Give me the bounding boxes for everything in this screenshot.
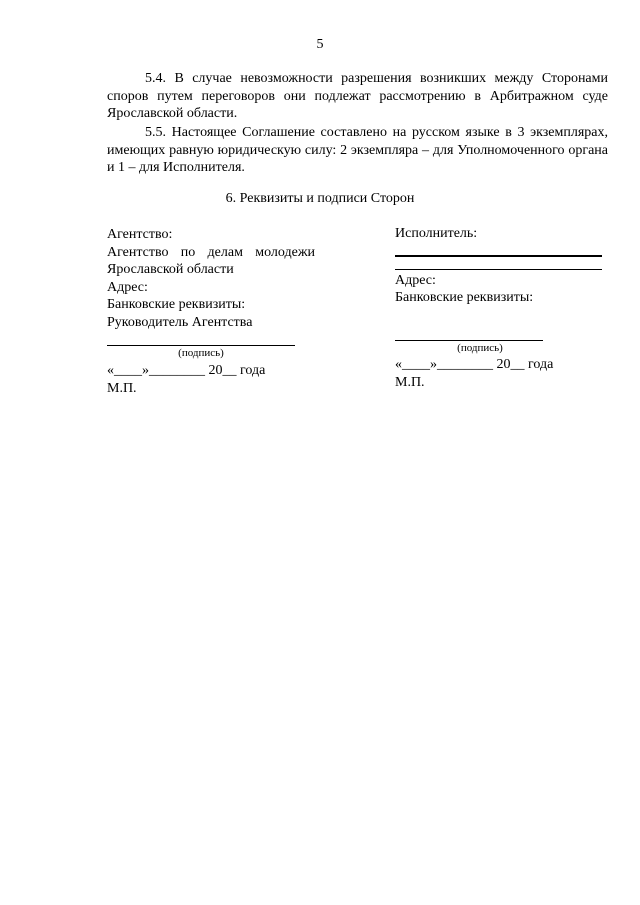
agency-name-word: делам [207,244,243,260]
agency-head-label: Руководитель Агентства [107,314,253,330]
executor-header: Исполнитель: [395,226,478,241]
paragraph-5-4: 5.4. В случае невозможности разрешения возникших между Сторонами споров путем переговоров они подлежат рассмотрению в Арбитражном суде Ярославской области. [107,71,608,121]
executor-signature-line [395,340,543,341]
agency-name-line1 [107,244,315,262]
agency-details [107,226,337,331]
agency-signature-caption: (подпись) [178,347,224,359]
agency-name-word: Агентство [107,244,169,260]
executor-signature-caption: (подпись) [457,342,503,354]
agency-signature-line [107,345,295,346]
agency-address-label: Адрес: [107,279,148,295]
agency-date-line: «____»________ 20__ года [107,363,266,378]
executor-address-label: Адрес: [395,273,436,288]
executor-stamp: М.П. [395,375,425,390]
agency-name-line2: Ярославской области [107,262,234,277]
executor-date-line: «____»________ 20__ года [395,357,554,372]
executor-name-line-2 [395,269,602,270]
agency-stamp: М.П. [107,381,137,396]
executor-bank-label: Банковские реквизиты: [395,290,534,305]
agency-name-word: по [180,244,196,260]
agency-bank-label: Банковские реквизиты: [107,297,246,312]
executor-name-line-1 [395,255,602,257]
section-title: 6. Реквизиты и подписи Сторон [225,191,415,206]
paragraph-5-5: 5.5. Настоящее Соглашение составлено на русском языке в 3 экземплярах, имеющих равную юридическую силу: 2 экземпляра – для Уполномоченного органа и 1 – для Исполнителя. [107,125,608,175]
agency-name-word: молодежи [255,244,315,260]
agency-header: Агентство: [107,227,173,242]
page-number: 5 [316,37,324,52]
